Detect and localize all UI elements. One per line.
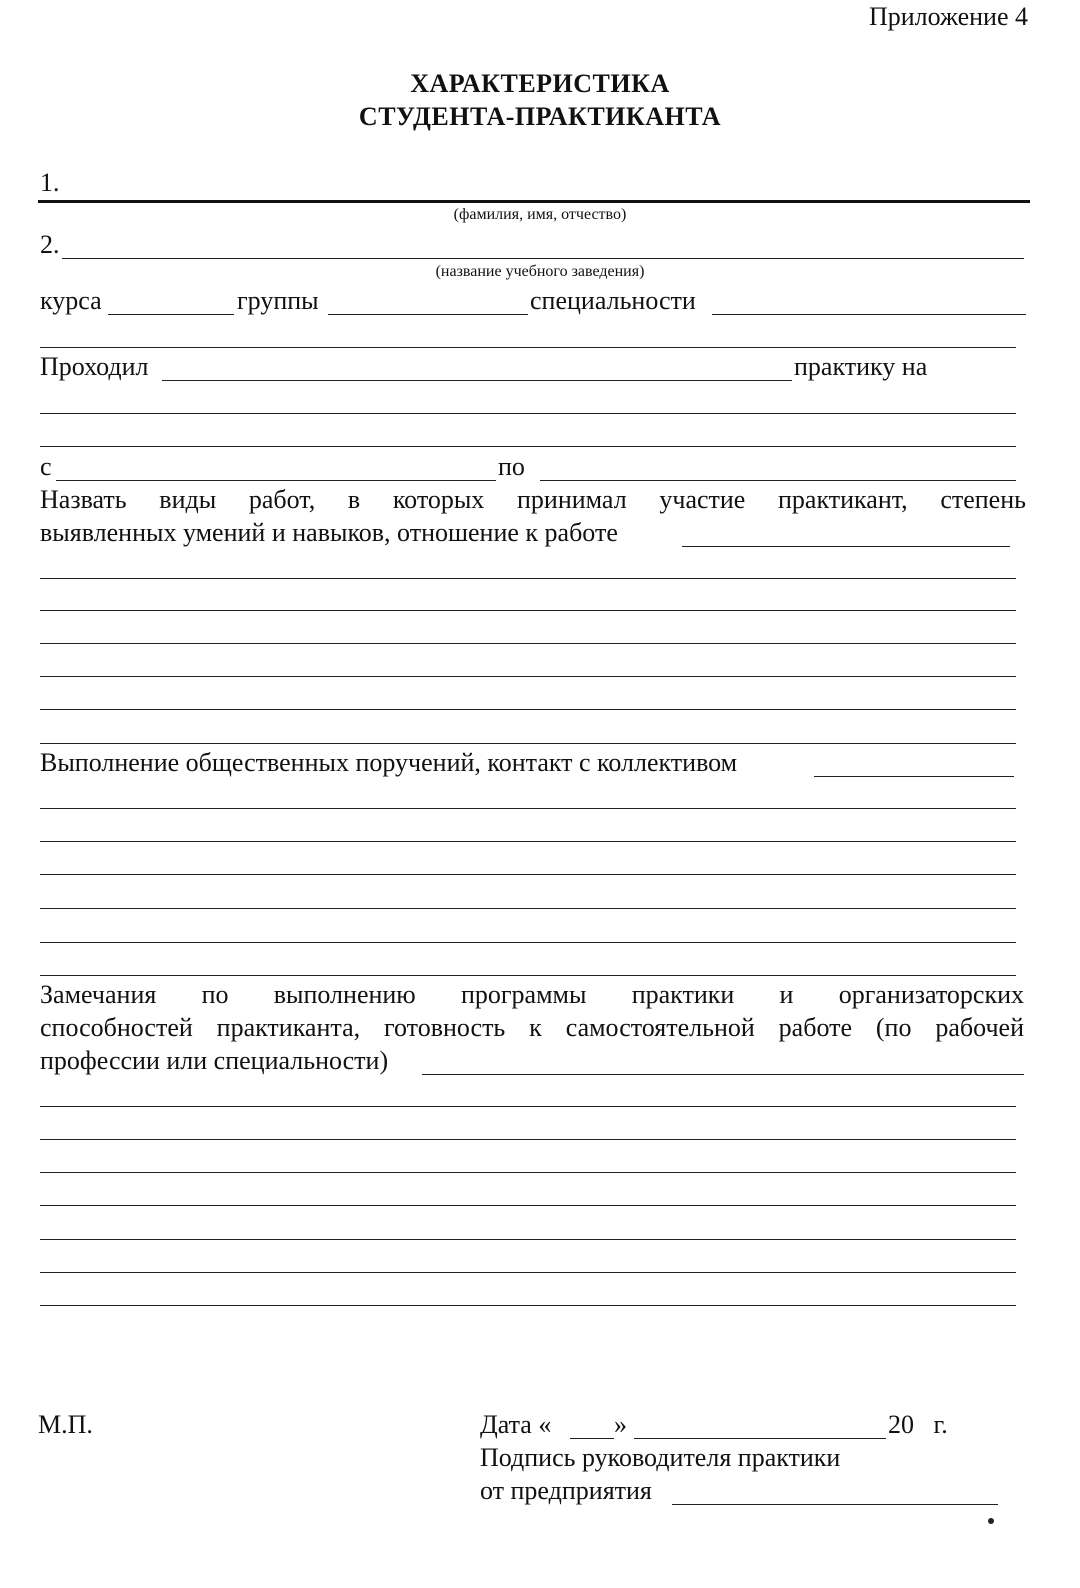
item2-number: 2. <box>40 230 60 259</box>
course-field[interactable] <box>108 314 234 315</box>
work-field-line[interactable] <box>40 643 1016 644</box>
work-field-line[interactable] <box>40 743 1016 744</box>
specialty-field-continued[interactable] <box>40 347 1016 348</box>
social-field-line[interactable] <box>40 874 1016 875</box>
social-field-line[interactable] <box>40 942 1016 943</box>
stamp-label: М.П. <box>38 1410 93 1439</box>
specialty-label: специальности <box>530 286 696 315</box>
full-name-caption: (фамилия, имя, отчество) <box>453 206 627 223</box>
year-label: 20 г. <box>888 1410 948 1439</box>
item1-number: 1. <box>40 168 60 197</box>
remarks-field-line[interactable] <box>40 1172 1016 1173</box>
remarks-prompt-line2: способностей практиканта, готовность к самостоятельной работе (по рабочей <box>40 1013 1024 1042</box>
signature-field[interactable] <box>672 1504 998 1505</box>
practice-at-label: практику на <box>794 352 928 381</box>
from-date-field[interactable] <box>56 480 496 481</box>
remarks-field-line[interactable] <box>40 1305 1016 1306</box>
specialty-field[interactable] <box>712 314 1026 315</box>
social-prompt: Выполнение общественных поручений, контакт с коллективом <box>40 748 738 777</box>
work-prompt-line1: Назвать виды работ, в которых принимал участие практикант, степень <box>40 485 1026 514</box>
remarks-field-line[interactable] <box>40 1106 1016 1107</box>
work-prompt-line2: выявленных умений и навыков, отношение к работе <box>40 518 618 547</box>
scan-speck <box>988 1518 994 1524</box>
work-field-line[interactable] <box>40 709 1016 710</box>
practice-place-field-2[interactable] <box>40 446 1016 447</box>
passed-label: Проходил <box>40 352 149 381</box>
remarks-field-line[interactable] <box>40 1205 1016 1206</box>
work-field[interactable] <box>682 546 1010 547</box>
remarks-field[interactable] <box>422 1074 1024 1075</box>
group-field[interactable] <box>328 314 528 315</box>
social-field-line[interactable] <box>40 908 1016 909</box>
social-field-line[interactable] <box>40 841 1016 842</box>
date-quote-close: » <box>614 1410 627 1439</box>
remarks-field-line[interactable] <box>40 1139 1016 1140</box>
to-label: по <box>498 452 525 481</box>
appendix-label: Приложение 4 <box>868 2 1028 31</box>
document-title: ХАРАКТЕРИСТИКА <box>410 69 670 98</box>
institution-field[interactable] <box>62 258 1024 259</box>
course-label: курса <box>40 286 102 315</box>
remarks-prompt-line3: профессии или специальности) <box>40 1046 389 1075</box>
remarks-prompt-line1: Замечания по выполнению программы практики и организаторских <box>40 980 1024 1009</box>
to-date-field[interactable] <box>540 480 1016 481</box>
practice-place-field-1[interactable] <box>40 413 1016 414</box>
date-month-field[interactable] <box>634 1438 886 1439</box>
date-day-field[interactable] <box>570 1438 614 1439</box>
group-label: группы <box>237 286 319 315</box>
social-field[interactable] <box>814 776 1014 777</box>
social-field-line[interactable] <box>40 975 1016 976</box>
work-field-line[interactable] <box>40 578 1016 579</box>
signature-label-line2: от предприятия <box>480 1476 652 1505</box>
date-label: Дата « <box>480 1410 552 1439</box>
social-field-line[interactable] <box>40 808 1016 809</box>
remarks-field-line[interactable] <box>40 1239 1016 1240</box>
work-field-line[interactable] <box>40 676 1016 677</box>
institution-caption: (название учебного заведения) <box>435 263 645 280</box>
remarks-field-line[interactable] <box>40 1272 1016 1273</box>
full-name-field[interactable] <box>38 200 1030 203</box>
document-subtitle: СТУДЕНТА-ПРАКТИКАНТА <box>358 102 722 131</box>
signature-label-line1: Подпись руководителя практики <box>480 1443 841 1472</box>
work-field-line[interactable] <box>40 610 1016 611</box>
practice-type-field[interactable] <box>162 380 792 381</box>
from-label: с <box>40 452 52 481</box>
